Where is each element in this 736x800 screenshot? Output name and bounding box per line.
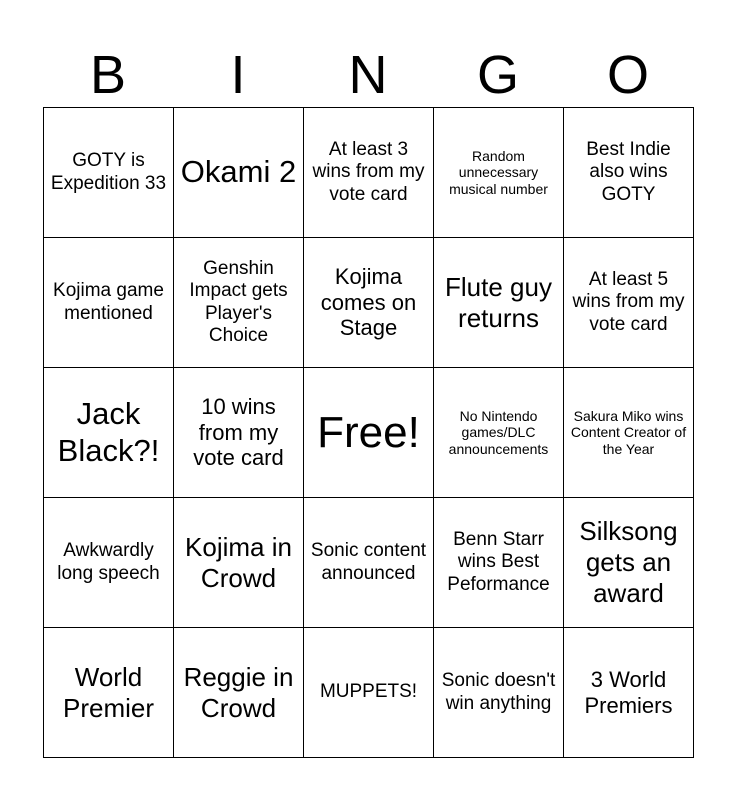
bingo-cell[interactable]: GOTY is Expedition 33 xyxy=(44,108,174,238)
bingo-cell[interactable]: Random unnecessary musical number xyxy=(434,108,564,238)
header-letter-g: G xyxy=(476,45,519,105)
bingo-cell[interactable]: Sonic doesn't win anything xyxy=(434,628,564,758)
bingo-cell[interactable]: Silksong gets an award xyxy=(564,498,694,628)
bingo-cell[interactable]: At least 3 wins from my vote card xyxy=(304,108,434,238)
bingo-row xyxy=(44,108,694,238)
bingo-cell[interactable]: Genshin Impact gets Player's Choice xyxy=(174,238,304,368)
bingo-cell[interactable]: 10 wins from my vote card xyxy=(174,368,304,498)
bingo-row xyxy=(44,498,694,628)
bingo-cell[interactable]: World Premier xyxy=(44,628,174,758)
bingo-header xyxy=(43,40,693,110)
bingo-cell[interactable]: Reggie in Crowd xyxy=(174,628,304,758)
bingo-cell[interactable]: Sakura Miko wins Content Creator of the Year xyxy=(564,368,694,498)
bingo-cell[interactable]: Best Indie also wins GOTY xyxy=(564,108,694,238)
bingo-cell[interactable]: Kojima comes on Stage xyxy=(304,238,434,368)
bingo-cell[interactable]: Sonic content announced xyxy=(304,498,434,628)
header-letter-o: O xyxy=(606,45,649,105)
bingo-cell[interactable]: 3 World Premiers xyxy=(564,628,694,758)
bingo-row xyxy=(44,238,694,368)
header-letter-b: B xyxy=(89,45,127,105)
bingo-cell[interactable]: MUPPETS! xyxy=(304,628,434,758)
bingo-cell[interactable]: At least 5 wins from my vote card xyxy=(564,238,694,368)
bingo-cell[interactable]: Benn Starr wins Best Peformance xyxy=(434,498,564,628)
bingo-row xyxy=(44,628,694,758)
bingo-cell[interactable]: Flute guy returns xyxy=(434,238,564,368)
bingo-cell[interactable]: Kojima in Crowd xyxy=(174,498,304,628)
bingo-grid xyxy=(43,107,694,758)
bingo-cell[interactable]: Okami 2 xyxy=(174,108,304,238)
bingo-cell[interactable]: Jack Black?! xyxy=(44,368,174,498)
bingo-cell[interactable]: Awkwardly long speech xyxy=(44,498,174,628)
free-space-cell[interactable]: Free! xyxy=(304,368,434,498)
bingo-cell[interactable]: No Nintendo games/DLC announcements xyxy=(434,368,564,498)
header-letter-i: I xyxy=(230,45,246,105)
bingo-row xyxy=(44,368,694,498)
header-letter-n: N xyxy=(348,45,388,105)
bingo-cell[interactable]: Kojima game mentioned xyxy=(44,238,174,368)
